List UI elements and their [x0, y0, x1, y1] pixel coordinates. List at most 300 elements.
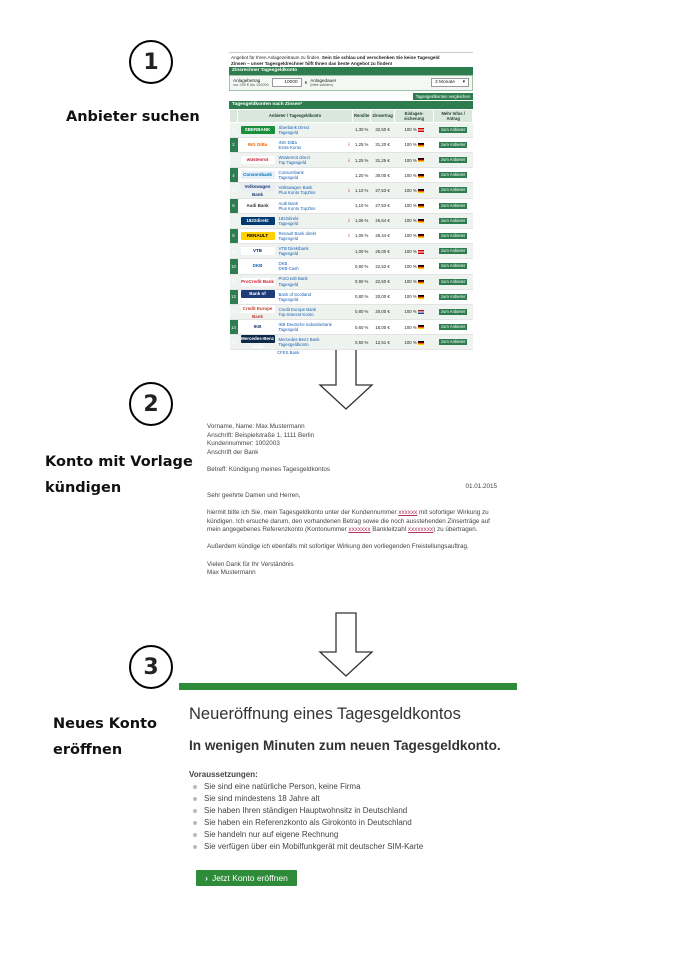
list-item [193, 793, 423, 805]
rate: 1,06 % [353, 213, 371, 228]
deposit-value: 100 % [404, 218, 417, 224]
row-number: 14 [230, 320, 238, 335]
row-number: 1 [230, 122, 238, 137]
step-2-label [45, 449, 193, 501]
offer-cell [434, 198, 473, 213]
row-number: 10 [230, 259, 238, 274]
deposit-value: 100 % [404, 172, 417, 178]
deposit [394, 244, 434, 259]
bank-name[interactable] [278, 213, 346, 228]
letter-closing: Vielen Dank für Ihr Verständnis [207, 560, 294, 568]
letter-body-1 [207, 509, 497, 535]
bank-name[interactable] [278, 183, 346, 198]
compare-button[interactable]: Tagesgeldkonten vergleichen [413, 93, 473, 100]
rate: 1,05 % [353, 228, 371, 243]
bank-logo [238, 153, 278, 168]
provider-rows [230, 122, 473, 350]
accent-bar [179, 683, 517, 690]
duration-label: Anlagedauer [310, 77, 337, 83]
deposit [394, 335, 434, 350]
flag-icon [418, 189, 424, 193]
row-number: 8 [230, 228, 238, 243]
offer-cell [434, 289, 473, 304]
bank-name[interactable] [278, 198, 346, 213]
info-icon[interactable]: i [346, 183, 353, 198]
offer-button[interactable]: zum Anbieter [440, 233, 466, 239]
calculator-form [229, 75, 473, 91]
table-row [230, 335, 473, 350]
letter-body-1-a: hiermit bitte ich Sie, mein Tagesgeldkonto unter der Kundennummer [207, 508, 399, 516]
info-icon[interactable] [346, 274, 353, 289]
bank-name[interactable] [278, 228, 346, 243]
info-icon[interactable] [346, 244, 353, 259]
offer-cell [434, 304, 473, 319]
col-rate: Rendite [353, 109, 371, 122]
yield: 22,52 € [371, 259, 394, 274]
row-number: 6 [230, 198, 238, 213]
bank-name-line-1: Renault Bank direkt [278, 230, 316, 236]
yield: 20,00 € [371, 289, 394, 304]
letter-name-line: Vorname, Name: Max Mustermann [207, 423, 305, 430]
provider-comparison-panel [229, 52, 473, 356]
deposit-value: 100 % [404, 187, 417, 193]
table-row [230, 244, 473, 259]
bank-name[interactable] [278, 122, 346, 137]
open-account-button[interactable] [196, 870, 297, 886]
amount-input[interactable]: 10000 [272, 78, 302, 87]
list-item [193, 817, 423, 829]
rate: 1,10 % [353, 198, 371, 213]
yield: 32,50 € [371, 122, 394, 137]
rate: 0,90 % [353, 259, 371, 274]
bank-logo-text: DKB [241, 262, 275, 270]
flag-icon [418, 265, 424, 269]
bank-product: Tagesgeld [278, 236, 299, 242]
flag-icon [418, 219, 424, 223]
flag-icon [418, 250, 424, 254]
bank-name[interactable] [278, 168, 346, 183]
bank-logo-text: ING DiBa [241, 141, 275, 149]
amount-label-group [233, 78, 269, 88]
amount-hint: nur 250 € bis 100000 [233, 83, 269, 88]
bank-logo-text: 1822direkt [241, 217, 275, 225]
requirements-list [193, 781, 423, 853]
bullet-icon [193, 785, 197, 789]
offer-cell [434, 274, 473, 289]
duration-hint: (bitte wählen) [310, 83, 334, 88]
flag-icon [418, 204, 424, 208]
calculator-title: Zinsrechner Tagesgeldkonto [229, 67, 473, 75]
table-row [230, 153, 473, 168]
info-icon[interactable] [346, 122, 353, 137]
offer-cell [434, 213, 473, 228]
yield: 15,00 € [371, 320, 394, 335]
offer-button[interactable]: zum Anbieter [440, 187, 466, 193]
letter-subject: Betreff: Kündigung meines Tagesgeldkontos [207, 465, 330, 473]
bank-name-line-1: VTB Direktbank [278, 246, 309, 252]
rate: 1,10 % [353, 183, 371, 198]
flag-icon [418, 280, 424, 284]
deposit-value: 100 % [404, 127, 417, 133]
bank-name[interactable] [278, 289, 346, 304]
flag-icon [418, 143, 424, 147]
bank-name-line-1: Audi Bank [278, 200, 299, 206]
bank-name[interactable] [278, 259, 346, 274]
info-icon[interactable]: i [346, 213, 353, 228]
bank-name-line-1: Volkswagen Bank [278, 185, 313, 191]
deposit [394, 289, 434, 304]
offer-cell [434, 137, 473, 152]
info-icon[interactable] [346, 304, 353, 319]
row-number: 11 [230, 274, 238, 289]
bank-product: Plus Konto TopZins [278, 205, 316, 211]
table-row [230, 289, 473, 304]
rate: 1,25 % [353, 137, 371, 152]
deposit-value: 100 % [404, 324, 417, 330]
duration-value: 3 Monate [435, 80, 456, 86]
bank-logo-text: Consorsbank [241, 171, 275, 179]
duration-select[interactable] [431, 78, 469, 87]
rate: 0,80 % [353, 289, 371, 304]
compare-row [229, 91, 473, 101]
table-row [230, 320, 473, 335]
bank-name-line-1: ING-DiBa [278, 139, 297, 145]
flag-icon [418, 128, 424, 132]
yield: 26,64 € [371, 213, 394, 228]
intro-line-1-bold: Sein Sie schlau und verschenken Sie keine Tagesgeld [321, 55, 440, 60]
new-account-subtitle: In wenigen Minuten zum neuen Tagesgeldkonto. [189, 738, 501, 753]
flag-icon [418, 295, 424, 299]
rate: 1,20 % [353, 168, 371, 183]
bank-product: Tagesgeld [278, 251, 299, 257]
list-title: Tagesgeldkonten nach Zinsen* [229, 101, 473, 109]
bank-name-line-1: DKB [278, 261, 288, 267]
bank-name-line-1: 1822direkt [278, 215, 299, 221]
letter-salutation: Sehr geehrte Damen und Herren, [207, 491, 301, 499]
row-number: 5 [230, 183, 238, 198]
letter-body-1-c: Bankleitzahl [370, 526, 408, 534]
step-3-label-line-2: eröffnen [53, 742, 123, 758]
deposit [394, 122, 434, 137]
deposit [394, 198, 434, 213]
placeholder-bank-code: xxxxxxxx [407, 526, 434, 534]
bank-name-line-1: IKB Deutsche Industriebank [278, 322, 332, 328]
table-row [230, 304, 473, 319]
intro-line-2: Zinsen – unser Tagesgeldrechner hilft Ihnen das beste Angebot zu finden! [231, 60, 393, 66]
bank-logo [238, 137, 278, 152]
bullet-icon [193, 809, 197, 813]
intro-line-1: Angebot für Ihren Anlagezeitraum zu finden. [231, 55, 321, 60]
bank-name-line-1: Wüstenrot direct [278, 154, 310, 160]
bank-product: DKB-Cash [278, 266, 299, 272]
flag-icon [418, 341, 424, 345]
deposit [394, 137, 434, 152]
row-number: 4 [230, 168, 238, 183]
list-item [193, 781, 423, 793]
bank-logo [238, 274, 278, 289]
placeholder-customer-number: xxxxxx [398, 508, 418, 516]
step-1-label: Anbieter suchen [66, 109, 200, 125]
deposit-value: 100 % [404, 203, 417, 209]
info-icon[interactable]: i [346, 137, 353, 152]
yield: 12,51 € [371, 335, 394, 350]
row-number: 2 [230, 137, 238, 152]
table-row [230, 213, 473, 228]
deposit-value: 100 % [404, 279, 417, 285]
list-item [193, 829, 423, 841]
bank-product: Tagesgeld [278, 175, 299, 181]
yield: 31,25 € [371, 153, 394, 168]
flag-icon [418, 174, 424, 178]
bank-logo [238, 320, 278, 335]
bank-logo-text: IKB [241, 323, 275, 331]
yield: 27,53 € [371, 183, 394, 198]
provider-table [229, 109, 473, 351]
bank-logo [238, 183, 278, 198]
rate: 0,60 % [353, 320, 371, 335]
deposit [394, 153, 434, 168]
offer-cell [434, 122, 473, 137]
offer-button[interactable]: zum Anbieter [440, 263, 466, 269]
row-number: 15 [230, 335, 238, 350]
bank-logo-text: RENAULT [241, 232, 275, 240]
yield: 27,53 € [371, 198, 394, 213]
bullet-icon [193, 845, 197, 849]
step-3-circle [129, 645, 173, 689]
bank-logo [238, 289, 278, 304]
bank-logo-text: Mercedes-Benz Bank [240, 336, 274, 350]
requirement-text: Sie verfügen über ein Mobilfunkgerät mit deutscher SIM-Karte [204, 842, 424, 851]
offer-button[interactable]: zum Anbieter [440, 339, 466, 345]
down-arrow-2 [318, 612, 374, 678]
requirement-text: Sie sind eine natürliche Person, keine Firma [204, 782, 361, 791]
deposit-value: 100 % [404, 157, 417, 163]
row-number: 12 [230, 289, 238, 304]
deposit-value: 100 % [404, 339, 417, 345]
bank-logo [238, 168, 278, 183]
row-number: 3 [230, 153, 238, 168]
step-2-circle [129, 382, 173, 426]
bank-logo-text: Volkswagen Bank [241, 183, 275, 191]
offer-cell [434, 228, 473, 243]
amount-label: Anlagebetrag [233, 77, 261, 83]
yield: 20,00 € [371, 304, 394, 319]
offer-button[interactable]: zum Anbieter [440, 157, 466, 163]
flag-icon [418, 158, 424, 162]
rate: 0,90 % [353, 274, 371, 289]
bank-name-line-1: Credit Europe Bank [278, 306, 316, 312]
offer-cell [434, 244, 473, 259]
bank-product: Plus Konto TopZins [278, 190, 316, 196]
bank-logo [238, 335, 278, 350]
bank-name-line-1: Bank of Scotland [278, 291, 311, 297]
flag-icon [418, 325, 424, 329]
offer-button[interactable]: zum Anbieter [440, 126, 466, 132]
info-icon[interactable] [346, 198, 353, 213]
requirement-text: Sie haben ein Referenzkonto als Girokonto in Deutschland [204, 818, 412, 827]
bank-name[interactable] [278, 335, 346, 350]
bank-logo-text: Bank of Scotland [241, 290, 275, 298]
table-row [230, 168, 473, 183]
letter-body-1-d: ) zu übertragen. [433, 526, 478, 534]
bank-logo [238, 228, 278, 243]
deposit [394, 168, 434, 183]
chevron-down-icon: ▾ [462, 80, 465, 86]
bank-product: Extra-Konto [278, 144, 302, 150]
open-account-button-label: Jetzt Konto eröffnen [211, 873, 288, 883]
bank-product: Tagesgeldkonto [278, 342, 309, 348]
deposit-value: 100 % [404, 309, 417, 315]
step-2-label-line-2: kündigen [45, 480, 122, 496]
deposit-value: 100 % [404, 294, 417, 300]
bank-logo-text: VTB [241, 247, 275, 255]
table-row [230, 228, 473, 243]
step-1-number: 1 [143, 49, 159, 75]
rate: 1,30 % [353, 122, 371, 137]
bank-name-line-1: Mercedes-Benz Bank [278, 337, 320, 343]
step-2-label-line-1: Konto mit Vorlage [45, 454, 193, 470]
new-account-title: Neueröffnung eines Tagesgeldkontos [189, 705, 461, 723]
bank-logo [238, 304, 278, 319]
row-number: 7 [230, 213, 238, 228]
rate: 1,00 % [353, 244, 371, 259]
step-3-number: 3 [143, 654, 159, 680]
offer-button[interactable]: zum Anbieter [440, 248, 466, 254]
offer-cell [434, 168, 473, 183]
table-row [230, 259, 473, 274]
letter-date: 01.01.2015 [465, 483, 497, 491]
info-icon[interactable]: i [346, 228, 353, 243]
info-icon[interactable] [346, 168, 353, 183]
bank-name[interactable] [278, 137, 346, 152]
offer-button[interactable]: zum Anbieter [440, 202, 466, 208]
requirement-text: Sie handeln nur auf eigene Rechnung [204, 830, 339, 839]
deposit [394, 274, 434, 289]
yield: 25,00 € [371, 244, 394, 259]
row-number: 9 [230, 244, 238, 259]
bullet-icon [193, 797, 197, 801]
table-row [230, 274, 473, 289]
deposit [394, 259, 434, 274]
table-row [230, 183, 473, 198]
list-item [193, 841, 423, 853]
bank-name[interactable] [278, 304, 346, 319]
info-icon[interactable] [346, 335, 353, 350]
table-row [230, 122, 473, 137]
deposit-value: 100 % [404, 248, 417, 254]
cancellation-letter [207, 423, 497, 578]
flag-icon [418, 234, 424, 238]
step-1-circle [129, 40, 173, 84]
bank-logo-text: Credit Europe Bank [241, 305, 275, 313]
step-3-label [53, 711, 157, 763]
offer-cell [434, 320, 473, 335]
yield: 26,44 € [371, 228, 394, 243]
bank-logo [238, 122, 278, 137]
bank-name-line-1: Sberbank Direct [278, 124, 310, 130]
letter-bank-address: Anschrift der Bank [207, 448, 259, 456]
rate: 0,80 % [353, 304, 371, 319]
col-yield: Zinsertrag [371, 109, 394, 122]
offer-button[interactable]: zum Anbieter [440, 324, 466, 330]
bank-product: Tagesgeld [278, 327, 299, 333]
deposit [394, 228, 434, 243]
requirement-text: Sie haben Ihren ständigen Hauptwohnsitz in Deutschland [204, 806, 408, 815]
bullet-icon [193, 821, 197, 825]
bank-name[interactable] [278, 274, 346, 289]
bank-product: Tagesgeld [278, 220, 299, 226]
deposit [394, 213, 434, 228]
deposit-value: 100 % [404, 142, 417, 148]
col-provider: Anbieter / Tagesgeldkonto [238, 109, 353, 122]
bank-product: Top Tagesgeld [278, 160, 307, 166]
table-row [230, 198, 473, 213]
info-icon[interactable] [346, 289, 353, 304]
offer-cell [434, 153, 473, 168]
bank-name-line-1: ProCredit Bank [278, 276, 308, 282]
bank-logo [238, 244, 278, 259]
yield: 30,00 € [371, 168, 394, 183]
col-number [230, 109, 238, 122]
letter-signature: Max Mustermann [207, 569, 256, 577]
flag-icon [418, 310, 424, 314]
bank-name[interactable] [278, 320, 346, 335]
offer-button[interactable]: zum Anbieter [440, 217, 466, 223]
offer-button[interactable]: zum Anbieter [440, 172, 466, 178]
letter-body-1-b: mit sofortiger Wirkung zu kündigen. Ich ersuche darum, den vorhandenen Betrag sowie die noch ausstehenden Zinserträge auf mein angegebenes Referenzkonto (Kontonummer [207, 508, 490, 534]
deposit-value: 100 % [404, 263, 417, 269]
bullet-icon [193, 833, 197, 837]
offer-button[interactable]: zum Anbieter [440, 293, 466, 299]
bank-logo-text: wüstenrot [241, 156, 275, 164]
bank-name[interactable] [278, 244, 346, 259]
offer-cell [434, 259, 473, 274]
bank-logo [238, 213, 278, 228]
letter-body-2: Außerdem kündige ich ebenfalls mit sofortiger Wirkung den vorliegenden Freistellungsauftrag. [207, 543, 469, 551]
offer-button[interactable]: zum Anbieter [440, 278, 466, 284]
duration-label-group [310, 78, 336, 88]
col-deposit: Einlagen-sicherung [394, 109, 434, 122]
yield: 31,20 € [371, 137, 394, 152]
bank-logo-text: SBERBANK [241, 126, 275, 134]
bank-name[interactable] [278, 153, 346, 168]
info-icon[interactable]: i [346, 153, 353, 168]
offer-cell [434, 335, 473, 350]
deposit [394, 320, 434, 335]
bank-logo-text: Audi Bank [241, 202, 275, 210]
offer-button[interactable]: zum Anbieter [440, 141, 466, 147]
offer-cell [434, 183, 473, 198]
currency-label: € [304, 80, 308, 86]
letter-address-line: Anschrift: Beispielstraße 1, 1111 Berlin [207, 431, 315, 439]
placeholder-account-number: xxxxxxx [348, 526, 371, 534]
step-3-label-line-1: Neues Konto [53, 716, 157, 732]
info-icon[interactable] [346, 259, 353, 274]
list-item [193, 805, 423, 817]
offer-button[interactable]: zum Anbieter [440, 308, 466, 314]
bank-product: Tagesgeld [278, 129, 299, 135]
deposit [394, 304, 434, 319]
rate: 0,50 % [353, 335, 371, 350]
chevron-right-icon: › [205, 873, 208, 883]
requirement-text: Sie sind mindestens 18 Jahre alt [204, 794, 320, 803]
bank-product: Top-Interest Konto [278, 311, 314, 317]
bank-logo-text: ProCredit Bank [241, 278, 274, 284]
bank-logo [238, 259, 278, 274]
yield: 22,50 € [371, 274, 394, 289]
info-icon[interactable] [346, 320, 353, 335]
cut-row: CFES Bank [277, 350, 300, 356]
